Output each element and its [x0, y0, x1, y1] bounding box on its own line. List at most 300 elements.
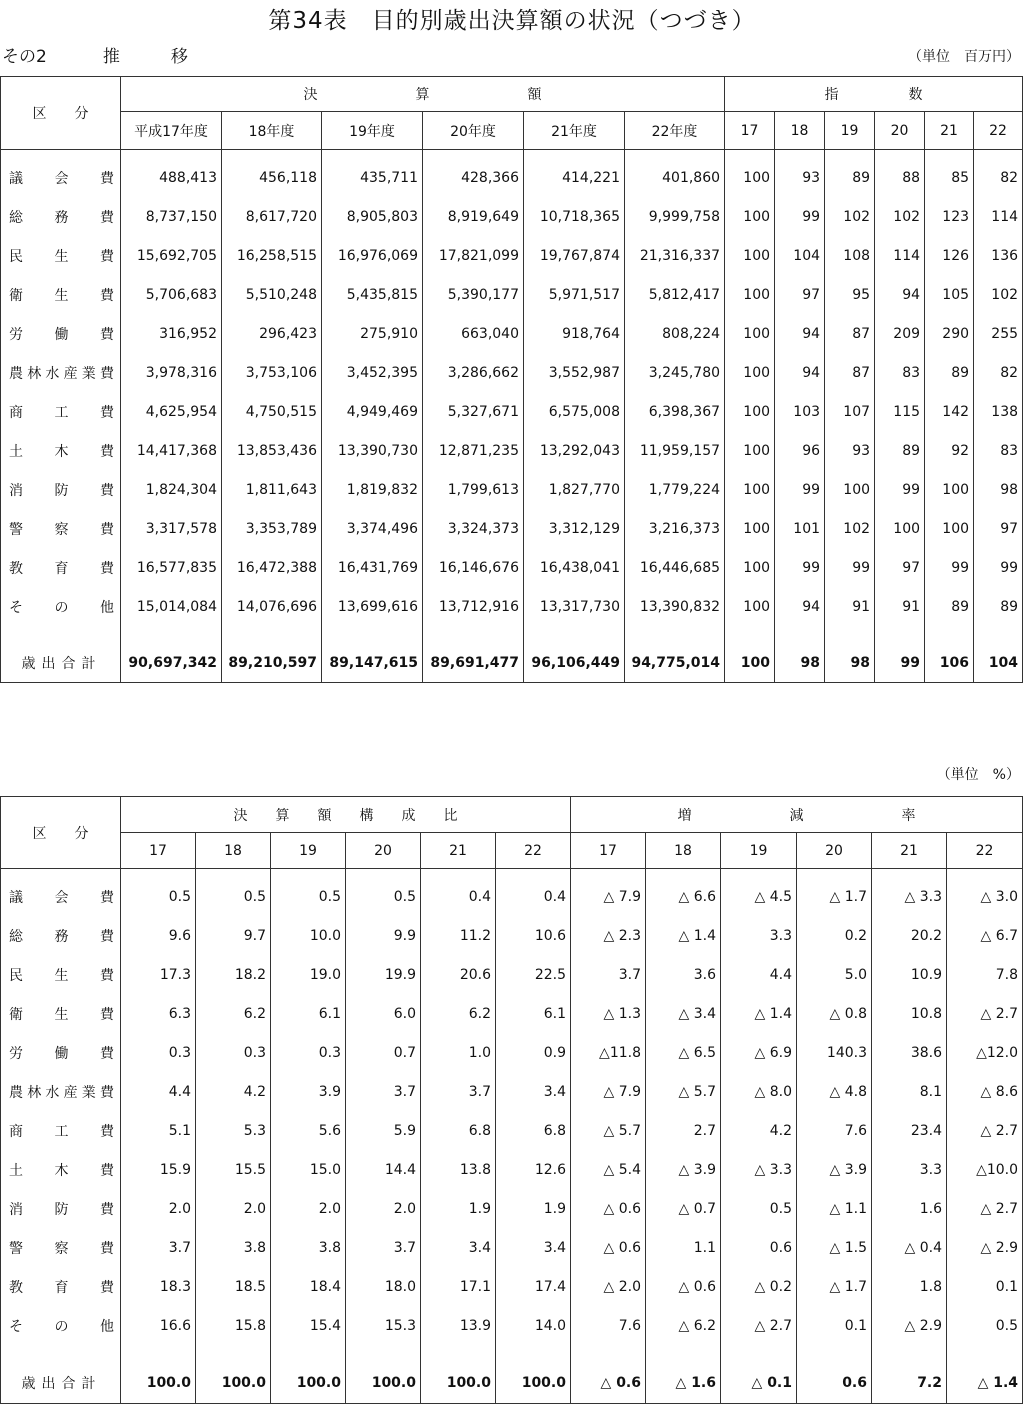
index-cell: 103 — [775, 392, 825, 431]
value-cell: 3,374,496 — [322, 509, 423, 548]
index-cell: 105 — [925, 275, 974, 314]
total-row — [1, 1363, 1023, 1403]
value-cell: 13,390,832 — [625, 587, 725, 626]
value-cell: 19.0 — [271, 955, 346, 994]
category-header: 区 分 — [1, 797, 121, 869]
value-cell: 10.6 — [496, 916, 571, 955]
index-cell: △ 2.9 — [947, 1228, 1023, 1267]
value-cell: 5.3 — [196, 1111, 271, 1150]
index-cell: 8.1 — [872, 1072, 947, 1111]
index-cell: 0.6 — [721, 1228, 797, 1267]
index-cell: 7.6 — [571, 1306, 646, 1345]
table-row — [1, 587, 1023, 626]
index-cell: 7.6 — [797, 1111, 872, 1150]
category-label: 警察費 — [1, 1228, 121, 1267]
index-cell: 3.3 — [721, 916, 797, 955]
category-label: 教育費 — [1, 548, 121, 587]
index-cell: △ 1.3 — [571, 994, 646, 1033]
index-cell: 93 — [775, 158, 825, 197]
value-cell: 401,860 — [625, 158, 725, 197]
category-header: 区 分 — [1, 77, 121, 150]
category-label: 民生費 — [1, 955, 121, 994]
table-row — [1, 877, 1023, 916]
value-cell: 5,510,248 — [222, 275, 322, 314]
category-label: 消防費 — [1, 470, 121, 509]
value-cell: 20.6 — [421, 955, 496, 994]
index-cell: △ 0.6 — [571, 1363, 646, 1403]
value-cell: 18.0 — [346, 1267, 421, 1306]
index-cell: 5.0 — [797, 955, 872, 994]
year-header: 22 — [947, 833, 1023, 869]
value-cell: 1,799,613 — [423, 470, 524, 509]
year-header: 21 — [421, 833, 496, 869]
value-cell: 16,976,069 — [322, 236, 423, 275]
index-cell: 100 — [825, 470, 875, 509]
index-cell: △ 0.2 — [721, 1267, 797, 1306]
value-cell: 3,552,987 — [524, 353, 625, 392]
index-cell: 102 — [825, 509, 875, 548]
index-cell: 83 — [974, 431, 1023, 470]
index-cell: 96 — [775, 431, 825, 470]
value-cell: 100.0 — [196, 1363, 271, 1403]
value-cell: 15.0 — [271, 1150, 346, 1189]
index-cell: 92 — [925, 431, 974, 470]
value-cell: 8,617,720 — [222, 197, 322, 236]
index-cell: △ 1.1 — [797, 1189, 872, 1228]
category-label: 歳出合計 — [1, 1363, 121, 1403]
value-cell: 808,224 — [625, 314, 725, 353]
value-cell: 8,737,150 — [121, 197, 222, 236]
index-cell: △ 1.7 — [797, 1267, 872, 1306]
index-cell: △ 6.5 — [646, 1033, 721, 1072]
value-cell: 0.3 — [196, 1033, 271, 1072]
value-cell: 13,699,616 — [322, 587, 423, 626]
index-cell: 98 — [775, 644, 825, 682]
index-cell: 209 — [875, 314, 925, 353]
index-cell: 99 — [875, 644, 925, 682]
value-cell: 3,245,780 — [625, 353, 725, 392]
value-cell: 3,452,395 — [322, 353, 423, 392]
value-cell: 0.3 — [271, 1033, 346, 1072]
value-cell: 15.3 — [346, 1306, 421, 1345]
value-cell: 0.4 — [421, 877, 496, 916]
index-header: 指 数 — [725, 77, 1023, 112]
index-cell: △ 4.5 — [721, 877, 797, 916]
table-row — [1, 275, 1023, 314]
index-cell: △ 2.0 — [571, 1267, 646, 1306]
value-cell: 663,040 — [423, 314, 524, 353]
value-cell: 18.2 — [196, 955, 271, 994]
table-row — [1, 1033, 1023, 1072]
year-header: 17 — [121, 833, 196, 869]
value-cell: 100.0 — [496, 1363, 571, 1403]
index-cell: 23.4 — [872, 1111, 947, 1150]
index-cell: 0.1 — [797, 1306, 872, 1345]
index-cell: 115 — [875, 392, 925, 431]
index-cell: 4.2 — [721, 1111, 797, 1150]
value-cell: 16,258,515 — [222, 236, 322, 275]
category-label: 教育費 — [1, 1267, 121, 1306]
value-cell: 13,317,730 — [524, 587, 625, 626]
category-label: 歳出合計 — [1, 644, 121, 682]
value-cell: 6.1 — [271, 994, 346, 1033]
year-header: 17 — [725, 112, 775, 150]
index-cell: 114 — [974, 197, 1023, 236]
value-cell: 3,753,106 — [222, 353, 322, 392]
value-cell: 0.7 — [346, 1033, 421, 1072]
value-cell: 5,706,683 — [121, 275, 222, 314]
index-cell: 100 — [875, 509, 925, 548]
index-cell: 94 — [875, 275, 925, 314]
value-cell: 14,417,368 — [121, 431, 222, 470]
category-label: その他 — [1, 1306, 121, 1345]
expenditure-amount-table — [0, 76, 1023, 683]
index-cell: 91 — [825, 587, 875, 626]
value-cell: 16,146,676 — [423, 548, 524, 587]
table-row — [1, 314, 1023, 353]
category-label: 土木費 — [1, 431, 121, 470]
table-row — [1, 392, 1023, 431]
index-cell: 94 — [775, 587, 825, 626]
category-label: その他 — [1, 587, 121, 626]
value-cell: 2.0 — [271, 1189, 346, 1228]
value-cell: 100.0 — [121, 1363, 196, 1403]
value-cell: 17,821,099 — [423, 236, 524, 275]
value-cell: 8,919,649 — [423, 197, 524, 236]
index-cell: △ 4.8 — [797, 1072, 872, 1111]
value-cell: 3,324,373 — [423, 509, 524, 548]
value-cell: 11.2 — [421, 916, 496, 955]
index-cell: 104 — [974, 644, 1023, 682]
index-cell: 290 — [925, 314, 974, 353]
value-cell: 3.8 — [196, 1228, 271, 1267]
index-cell: 0.6 — [797, 1363, 872, 1403]
category-label: 農林水産業費 — [1, 1072, 121, 1111]
value-cell: 3.7 — [421, 1072, 496, 1111]
value-cell: 16.6 — [121, 1306, 196, 1345]
value-cell: 6.0 — [346, 994, 421, 1033]
value-cell: 5.6 — [271, 1111, 346, 1150]
value-cell: 2.0 — [346, 1189, 421, 1228]
index-cell: △ 6.2 — [646, 1306, 721, 1345]
value-cell: 15,692,705 — [121, 236, 222, 275]
value-cell: 2.0 — [121, 1189, 196, 1228]
category-label: 商工費 — [1, 392, 121, 431]
value-cell: 5,971,517 — [524, 275, 625, 314]
year-header: 21年度 — [524, 112, 625, 150]
index-cell: △ 2.7 — [947, 1111, 1023, 1150]
table-row — [1, 1150, 1023, 1189]
value-cell: 13,292,043 — [524, 431, 625, 470]
table-row — [1, 548, 1023, 587]
value-cell: 89,210,597 — [222, 644, 322, 682]
index-cell: 1.1 — [646, 1228, 721, 1267]
value-cell: 3.7 — [121, 1228, 196, 1267]
index-cell: 2.7 — [646, 1111, 721, 1150]
value-cell: 3.4 — [421, 1228, 496, 1267]
index-cell: △ 3.4 — [646, 994, 721, 1033]
value-cell: 1.9 — [421, 1189, 496, 1228]
value-cell: 90,697,342 — [121, 644, 222, 682]
value-cell: 15.9 — [121, 1150, 196, 1189]
category-label: 労働費 — [1, 1033, 121, 1072]
index-cell: △11.8 — [571, 1033, 646, 1072]
value-cell: 0.3 — [121, 1033, 196, 1072]
value-cell: 6.2 — [196, 994, 271, 1033]
index-cell: △ 2.7 — [947, 1189, 1023, 1228]
category-label: 農林水産業費 — [1, 353, 121, 392]
category-label: 衛生費 — [1, 994, 121, 1033]
value-cell: 3.8 — [271, 1228, 346, 1267]
value-cell: 2.0 — [196, 1189, 271, 1228]
year-header: 18 — [196, 833, 271, 869]
index-cell: 97 — [875, 548, 925, 587]
index-cell: △ 2.7 — [947, 994, 1023, 1033]
value-cell: 17.4 — [496, 1267, 571, 1306]
table-row — [1, 431, 1023, 470]
index-cell: △ 0.6 — [646, 1267, 721, 1306]
index-cell: 87 — [825, 314, 875, 353]
category-label: 議会費 — [1, 158, 121, 197]
index-cell: 88 — [875, 158, 925, 197]
index-cell: 100 — [725, 236, 775, 275]
value-cell: 3.4 — [496, 1228, 571, 1267]
table-row — [1, 994, 1023, 1033]
value-cell: 13,712,916 — [423, 587, 524, 626]
table-row — [1, 197, 1023, 236]
table-row — [1, 916, 1023, 955]
index-cell: △10.0 — [947, 1150, 1023, 1189]
index-cell: △ 0.1 — [721, 1363, 797, 1403]
index-cell: △ 1.4 — [721, 994, 797, 1033]
value-cell: 1,827,770 — [524, 470, 625, 509]
index-cell: △ 0.8 — [797, 994, 872, 1033]
index-cell: △ 8.0 — [721, 1072, 797, 1111]
value-cell: 296,423 — [222, 314, 322, 353]
value-cell: 428,366 — [423, 158, 524, 197]
index-cell: 94 — [775, 353, 825, 392]
index-cell: 102 — [825, 197, 875, 236]
table-row — [1, 1111, 1023, 1150]
table-row — [1, 509, 1023, 548]
index-cell: 7.8 — [947, 955, 1023, 994]
index-cell: △ 6.9 — [721, 1033, 797, 1072]
value-cell: 6,575,008 — [524, 392, 625, 431]
index-cell: 83 — [875, 353, 925, 392]
index-cell: 82 — [974, 353, 1023, 392]
index-cell: 99 — [775, 548, 825, 587]
table-row — [1, 1072, 1023, 1111]
value-cell: 3.9 — [271, 1072, 346, 1111]
category-label: 総務費 — [1, 916, 121, 955]
index-cell: △ 1.6 — [646, 1363, 721, 1403]
index-cell: 87 — [825, 353, 875, 392]
category-label: 警察費 — [1, 509, 121, 548]
index-cell: 104 — [775, 236, 825, 275]
year-header: 19年度 — [322, 112, 423, 150]
index-cell: 100 — [925, 509, 974, 548]
index-cell: 102 — [974, 275, 1023, 314]
index-cell: 82 — [974, 158, 1023, 197]
index-cell: 99 — [974, 548, 1023, 587]
value-cell: 16,472,388 — [222, 548, 322, 587]
year-header: 平成17年度 — [121, 112, 222, 150]
index-cell: 1.6 — [872, 1189, 947, 1228]
index-cell: 7.2 — [872, 1363, 947, 1403]
year-header: 18 — [646, 833, 721, 869]
index-cell: △ 7.9 — [571, 877, 646, 916]
table-row — [1, 470, 1023, 509]
value-cell: 6.2 — [421, 994, 496, 1033]
category-label: 議会費 — [1, 877, 121, 916]
index-cell: 38.6 — [872, 1033, 947, 1072]
index-cell: 99 — [775, 197, 825, 236]
value-cell: 16,446,685 — [625, 548, 725, 587]
index-cell: 100 — [725, 470, 775, 509]
year-header: 21 — [872, 833, 947, 869]
table-row — [1, 955, 1023, 994]
value-cell: 4,949,469 — [322, 392, 423, 431]
subtitle-right: 推 移 — [102, 47, 188, 67]
value-cell: 3,286,662 — [423, 353, 524, 392]
value-cell: 0.4 — [496, 877, 571, 916]
index-cell: 100 — [725, 509, 775, 548]
index-cell: △ 1.7 — [797, 877, 872, 916]
index-cell: 98 — [974, 470, 1023, 509]
year-header: 21 — [925, 112, 974, 150]
index-cell: 98 — [825, 644, 875, 682]
category-label: 総務費 — [1, 197, 121, 236]
value-cell: 3,312,129 — [524, 509, 625, 548]
value-cell: 918,764 — [524, 314, 625, 353]
value-cell: 1,779,224 — [625, 470, 725, 509]
value-cell: 3.7 — [346, 1072, 421, 1111]
value-cell: 10,718,365 — [524, 197, 625, 236]
value-cell: 9.6 — [121, 916, 196, 955]
value-cell: 0.5 — [121, 877, 196, 916]
index-cell: △ 0.6 — [571, 1228, 646, 1267]
value-cell: 5,327,671 — [423, 392, 524, 431]
index-cell: 99 — [825, 548, 875, 587]
index-cell: 99 — [875, 470, 925, 509]
index-cell: 100 — [725, 431, 775, 470]
year-header: 19 — [721, 833, 797, 869]
table-row — [1, 236, 1023, 275]
index-cell: △ 2.7 — [721, 1306, 797, 1345]
value-cell: 18.3 — [121, 1267, 196, 1306]
index-cell: 102 — [875, 197, 925, 236]
value-cell: 15.4 — [271, 1306, 346, 1345]
index-cell: 106 — [925, 644, 974, 682]
value-cell: 8,905,803 — [322, 197, 423, 236]
change-rate-header: 増 減 率 — [571, 797, 1023, 833]
index-cell: △ 1.4 — [646, 916, 721, 955]
page-title: 第34表 目的別歳出決算額の状況（つづき） — [268, 8, 756, 34]
value-cell: 18.5 — [196, 1267, 271, 1306]
value-cell: 3,353,789 — [222, 509, 322, 548]
value-cell: 14.4 — [346, 1150, 421, 1189]
table-row — [1, 158, 1023, 197]
value-cell: 1.9 — [496, 1189, 571, 1228]
category-label: 消防費 — [1, 1189, 121, 1228]
index-cell: △ 3.3 — [721, 1150, 797, 1189]
index-cell: 10.9 — [872, 955, 947, 994]
index-cell: △ 8.6 — [947, 1072, 1023, 1111]
value-cell: 5.9 — [346, 1111, 421, 1150]
value-cell: 1,811,643 — [222, 470, 322, 509]
index-cell: △ 1.5 — [797, 1228, 872, 1267]
index-cell: 123 — [925, 197, 974, 236]
value-cell: 13,853,436 — [222, 431, 322, 470]
value-cell: 0.5 — [346, 877, 421, 916]
value-cell: 16,431,769 — [322, 548, 423, 587]
index-cell: △ 3.9 — [797, 1150, 872, 1189]
composition-change-table — [0, 796, 1023, 1404]
value-cell: 13,390,730 — [322, 431, 423, 470]
value-cell: 5.1 — [121, 1111, 196, 1150]
value-cell: 0.5 — [196, 877, 271, 916]
index-cell: △ 6.6 — [646, 877, 721, 916]
value-cell: 3,317,578 — [121, 509, 222, 548]
category-label: 衛生費 — [1, 275, 121, 314]
value-cell: 6.1 — [496, 994, 571, 1033]
table-row — [1, 1189, 1023, 1228]
value-cell: 5,435,815 — [322, 275, 423, 314]
index-cell: 100 — [725, 158, 775, 197]
index-cell: 142 — [925, 392, 974, 431]
year-header: 22年度 — [625, 112, 725, 150]
index-cell: 4.4 — [721, 955, 797, 994]
value-cell: 435,711 — [322, 158, 423, 197]
value-cell: 5,812,417 — [625, 275, 725, 314]
index-cell: △ 3.9 — [646, 1150, 721, 1189]
index-cell: 89 — [925, 353, 974, 392]
value-cell: 414,221 — [524, 158, 625, 197]
value-cell: 13.8 — [421, 1150, 496, 1189]
value-cell: 22.5 — [496, 955, 571, 994]
index-cell: 89 — [875, 431, 925, 470]
index-cell: 89 — [925, 587, 974, 626]
value-cell: 19.9 — [346, 955, 421, 994]
index-cell: △12.0 — [947, 1033, 1023, 1072]
value-cell: 3.4 — [496, 1072, 571, 1111]
category-label: 土木費 — [1, 1150, 121, 1189]
index-cell: △ 6.7 — [947, 916, 1023, 955]
index-cell: 3.6 — [646, 955, 721, 994]
index-cell: 100 — [725, 587, 775, 626]
index-cell: 255 — [974, 314, 1023, 353]
index-cell: 108 — [825, 236, 875, 275]
value-cell: 6.8 — [496, 1111, 571, 1150]
index-cell: 89 — [974, 587, 1023, 626]
value-cell: 9.7 — [196, 916, 271, 955]
index-cell: 20.2 — [872, 916, 947, 955]
value-cell: 94,775,014 — [625, 644, 725, 682]
index-cell: 0.1 — [947, 1267, 1023, 1306]
value-cell: 14,076,696 — [222, 587, 322, 626]
index-cell: 100 — [725, 392, 775, 431]
value-cell: 3,978,316 — [121, 353, 222, 392]
value-cell: 6,398,367 — [625, 392, 725, 431]
index-cell: △ 5.7 — [571, 1111, 646, 1150]
index-cell: 93 — [825, 431, 875, 470]
year-header: 20 — [797, 833, 872, 869]
index-cell: 100 — [925, 470, 974, 509]
index-cell: △ 3.0 — [947, 877, 1023, 916]
index-cell: 136 — [974, 236, 1023, 275]
value-cell: 89,147,615 — [322, 644, 423, 682]
value-cell: 89,691,477 — [423, 644, 524, 682]
